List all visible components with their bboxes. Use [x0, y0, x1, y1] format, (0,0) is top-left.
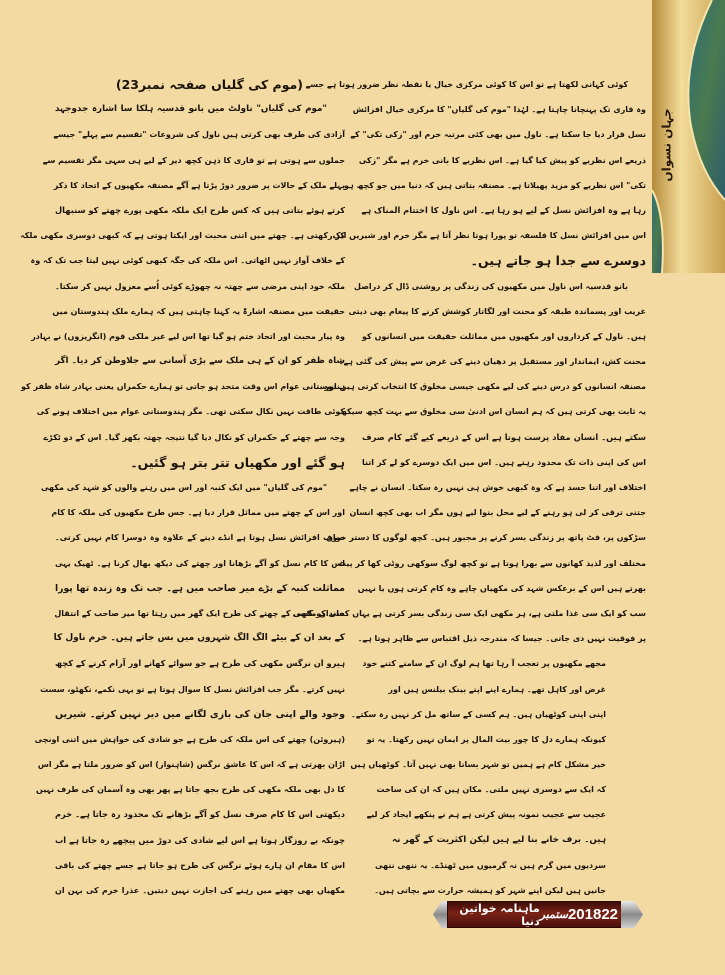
- paragraph: [292, 274, 646, 652]
- text-line: کے بعد ان کے بیٹے الگ الگ شہروں میں بس جاتے ہیں۔ خرم ناول کا: [53, 633, 345, 644]
- text-line: سب کو ایک سی غذا ملتی ہے، ہر مکھی ایک سی زندگی بسر کرتی ہے یہاں کسی کو کسی: [292, 608, 646, 618]
- text-line: نسل قرار دیا جا سکتا ہے۔ ناول میں بھی کئی مرتبہ خرم اور "زکی تکی" کے: [350, 130, 646, 140]
- text-line: بانو قدسیہ اس ناول میں مکھیوں کی زندگی پر روشنی ڈال کر دراصل: [354, 281, 628, 291]
- quote-line: جانیں ہیں لیکن اپنے شہر کو ہمیشہ حرارت سے بچاتی ہیں۔: [374, 886, 606, 895]
- issue-year: 2018: [567, 906, 602, 923]
- text-line: وہ قاری تک پہنچانا چاہتا ہے۔ لہٰذا "موم کی گلیاں" کا مرکزی خیال افزائش: [352, 105, 646, 115]
- text-line: وجود والے اپنی جان کی بازی لگانے میں دیر نہیں کرتے۔ شیریں: [55, 708, 345, 720]
- text-line: کا دل بھی ملکہ مکھی کی طرح بجھ جاتا ہے پھر بھی وہ آسمان کی طرف نہیں: [36, 785, 345, 795]
- text-line: سکتے ہیں۔ انسان مفاد پرست ہوتا ہے اس کے ذریعے کیے گئے کام صرف: [362, 431, 646, 442]
- text-line: ذریعے اس نظریے کو پیش کیا گیا ہے۔ اس نظریے کا بانی خرم ہے مگر "زکی: [358, 155, 646, 165]
- quote-line: مجھے مکھیوں پر تعجب آ رہا تھا ہم لوگ ان کے سامنے کتنے خود: [362, 659, 606, 669]
- text-line: "موم کی گلیاں" ناولٹ میں بانو قدسیہ ہلکا سا اشارہ جدوجہد: [55, 104, 327, 115]
- text-line: یہ ثابت بھی کرتی ہیں کہ ہم انسان اس ادنیٰ سی مخلوق سے بہت کچھ سیکھ: [339, 407, 646, 417]
- block-quote: [350, 651, 646, 903]
- text-line: مختلف اور لذیذ کھانوں سے بھرا ہوتا ہے تو کچھ لوگ سوکھی روٹی کھا کر پیٹ: [337, 558, 646, 568]
- magazine-name: ماہنامہ خواتین دنیا: [459, 901, 540, 928]
- text-line: نہیں کرتے۔ مگر جب افزائش نسل کا سوال ہوتا ہے تو یہی نکمے، نکھٹو، سست: [40, 684, 345, 694]
- left-column: [20, 72, 345, 903]
- text-line: اور اس کے چھتے میں مماثل قرار دیا ہے۔ جس طرح مکھیوں کی ملکہ کا کام: [51, 508, 345, 518]
- text-line: محنت کش، ایماندار اور مستقبل پر دھیان دینے کی غرض سے پیش کی گئی ہے۔: [338, 357, 646, 367]
- text-line: کر رکھتی ہے۔ چھتے میں اتنی محبت اور ایکتا ہوتی ہے کہ کبھی دوسری مکھی ملکہ: [20, 231, 345, 241]
- paragraph: [34, 475, 345, 903]
- text-line: ہیرو ان نرگس مکھی کی طرح ہے جو سوائے کھانے اور آرام کرنے کے کچھ: [55, 658, 345, 669]
- text-line: کوئی کہانی لکھتا ہے تو اس کا کوئی مرکزی خیال یا نقطہ نظر ضرور ہوتا ہے جسے: [305, 80, 628, 89]
- text-line: خاندان مکھی کے چھتے کی طرح ایک گھر میں رہتا تھا میر صاحب کے انتقال: [54, 608, 345, 618]
- text-line: مکھیاں بھی چھتے میں رہنے کی اجازت نہیں دیتیں۔ عذرا خرم کی بہن ان: [55, 886, 345, 895]
- section-label: [652, 110, 682, 180]
- text-line: وجہ سے چھتے کے حکمراں کو نکال دیا گیا نتیجہ چھتہ بکھر گیا۔ اس کے دو ٹکڑے: [43, 432, 345, 442]
- text-line: صرف افزائش نسل ہوتا ہے انڈے دینے کے علاوہ وہ دوسرا کام نہیں کرتی۔: [55, 533, 345, 543]
- text-line: جملوں سے ہوتی ہے تو قاری کا ذہن کچھ دیر کے لیے ہی سہی مگر تقسیم سے: [42, 155, 345, 165]
- text-line: چونکہ بے روزگار ہوتا ہے اس لیے شادی کی دوڑ میں پیچھے رہ جاتا ہے اب: [55, 834, 345, 845]
- quote-line: خیر مشکل کام ہے ہمیں تو شہر بسانا بھی نہیں آتا۔ کوٹھیاں ہیں: [350, 760, 606, 770]
- quote-line: اپنی اپنی کوٹھیاں ہیں۔ ہم کسی کے ساتھ مل کر نہیں رہ سکتے۔: [351, 709, 606, 719]
- text-line: کے خلاف آواز نہیں اٹھاتی۔ اس ملکہ کی جگہ کبھی کوئی نہیں لیتا جب تک کہ وہ: [30, 256, 345, 266]
- text-line: اس کی اپنی ذات تک محدود رہتے ہیں۔ اس میں ایک دوسرے کو لے کر اتنا: [362, 457, 646, 467]
- text-line: اس کا کام نسل کو آگے بڑھانا اور چھتے کی دیکھ بھال کرنا ہے۔ ٹھیک یہی: [55, 558, 345, 568]
- text-line: غریب اور پسماندہ طبقہ کو محنت اور لگاتار کوشش کرنے کا پیغام بھی دیتی: [348, 306, 646, 316]
- text-line: مماثلت کنبہ کے بڑے میر صاحب میں ہے۔ جب تک وہ زندہ تھا پورا: [55, 582, 345, 594]
- text-line: اڑان بھرتی ہے کہ اس کا عاشق نرگس (شاہنواز) اس کو ضرور ملتا ہے مگر اس: [37, 760, 345, 770]
- quote-line: عجیب سے عجیب نمونہ پیش کرتی ہے ہم نے پنکھے ایجاد کر لیے: [366, 810, 606, 820]
- section-label-text: جہان نسواں: [660, 108, 675, 182]
- text-line: "موم کی گلیاں" میں ایک کنبہ اور اس میں رہنے والوں کو شہد کی مکھی: [40, 483, 327, 492]
- text-line: کرتے ہوئے بتاتی ہیں کہ کس طرح ایک ملکہ مکھی پورے چھتے کو سنبھال: [55, 204, 345, 215]
- text-line: اس کا مقام ان ہارے ہوئے نرگس کی طرح ہو جاتا ہے جسے چھتے کی باقی: [55, 860, 345, 870]
- paragraph: [305, 72, 646, 274]
- text-line: پر فوقیت نہیں دی جاتی۔ جیسا کہ مندرجہ ذیل اقتباس سے ظاہر ہوتا ہے۔: [357, 634, 646, 644]
- text-line: ملکہ خود اپنی مرضی سے چھتہ نہ چھوڑے کوئی اُسے معزول نہیں کر سکتا۔: [55, 281, 345, 291]
- banner-right-arrow-icon: [621, 901, 643, 928]
- quote-line: ہیں۔ برف خانے بنا لیے ہیں لیکن اکثریت کے گھر نہ: [392, 834, 606, 845]
- quote-line: کیونکہ ہمارے دل کا چور بیت المال پر ایمان نہیں رکھتا۔ یہ تو: [366, 734, 606, 744]
- text-line: دوسرے سے جدا ہو جاتے ہیں۔: [470, 253, 646, 269]
- text-line: جتنی ترقی کر لی ہو رہنے کے لیے محل بنوا لیے ہوں مگر اب بھی کچھ انسان: [349, 508, 646, 518]
- text-line: دیکھتی اس کا کام صرف نسل کو آگے بڑھانے تک محدود رہ جاتا ہے۔ خرم: [55, 809, 345, 820]
- text-line: مصنفہ انسانوں کو درس دینے کی لیے مکھی جیسی مخلوق کا انتخاب کرتی ہیں اور: [324, 382, 646, 392]
- right-column: [292, 72, 646, 903]
- text-line: رہا ہے وہ افزائش نسل کے لیے ہو رہا ہے۔ اس ناول کا اختتام المناک ہے: [361, 204, 646, 215]
- text-line: سڑکوں پر، فٹ پاتھ پر زندگی بسر کرنے پر مجبور ہیں۔ کچھ لوگوں کا دستر خوان: [326, 533, 646, 543]
- text-line: پہلے ملک کے حالات پر ضرور دوڑ پڑتا ہے آگے مصنفہ مکھیوں کے اتحاد کا ذکر: [53, 180, 345, 190]
- text-line: اختلاف اور اتنا حسد ہے کہ وہ کبھی خوش ہی نہیں رہ سکتا۔ انسان نے چاہے: [349, 483, 646, 492]
- text-line: ہو گئے اور مکھیاں تتر بتر ہو گئیں۔: [130, 454, 345, 470]
- text-line: شاہ ظفر کو ان کے ہی ملک سے بڑی آسانی سے جلاوطن کر دیا۔ اگر: [55, 356, 345, 367]
- quote-line: غرض اور کاہل تھے۔ ہمارے اپنے اپنے بینک بیلنس ہیں اور: [388, 684, 606, 694]
- text-line: کوئی طاقت نہیں نکال سکتی تھی۔ مگر ہندوستانی عوام میں اختلاف ہونے کی: [36, 407, 345, 417]
- issue-month: ستمبر: [539, 908, 568, 921]
- text-line: تکی" اس نظریے کو مزید پھیلاتا ہے۔ مصنفہ بتاتی ہیں کہ دنیا میں جو کچھ ہو: [343, 180, 646, 190]
- text-line: حقیقت میں مصنفہ اشارۃً یہ کہنا چاہتی ہیں کہ ہمارے ملک ہندوستان میں: [52, 306, 345, 316]
- text-line: ہیں۔ ناول کے کرداروں اور مکھیوں میں مماثلت حقیقت میں انسانوں کو: [362, 331, 646, 341]
- quote-line: سردیوں میں گرم ہیں نہ گرمیوں میں ٹھنڈے۔ یہ ننھی ننھی: [374, 860, 606, 870]
- page-number: 22: [601, 906, 618, 923]
- article-reference-heading: (موم کی گلیاں صفحہ نمبر23): [115, 77, 303, 92]
- text-line: وہ پیار محبت اور اتحاد ختم ہو گیا تھا اس لیے غیر ملکی قوم (انگریزوں) نے بہادر: [31, 331, 345, 341]
- text-line: ہندوستانی عوام اس وقت متحد ہو جاتی تو ہمارے حکمراں یعنی بہادر شاہ ظفر کو: [21, 382, 345, 392]
- quote-line: کہ ایک سے دوسری نہیں ملتی۔ مکان ہیں کہ ان کی ساخت: [376, 785, 606, 795]
- text-line: (ہیروئن) چھتے کی اس ملکہ کی طرح ہے جو شادی کی خواہش میں اتنی اونچی: [34, 734, 345, 744]
- page-footer-banner: [433, 901, 643, 928]
- text-line: اس میں افزائش نسل کا فلسفہ تو پورا ہوتا نظر آتا ہے مگر خرم اور شیریں ایک: [332, 231, 646, 241]
- text-line: آزادی کی طرف بھی کرتی ہیں ناول کی شروعات "تقسیم سے پہلے" جیسے: [53, 130, 345, 140]
- text-line: بھرتے ہیں اس کے برعکس شہد کی مکھیاں چاہے وہ کام کرتی ہوں یا نہیں: [357, 583, 646, 593]
- paragraph: [20, 97, 345, 475]
